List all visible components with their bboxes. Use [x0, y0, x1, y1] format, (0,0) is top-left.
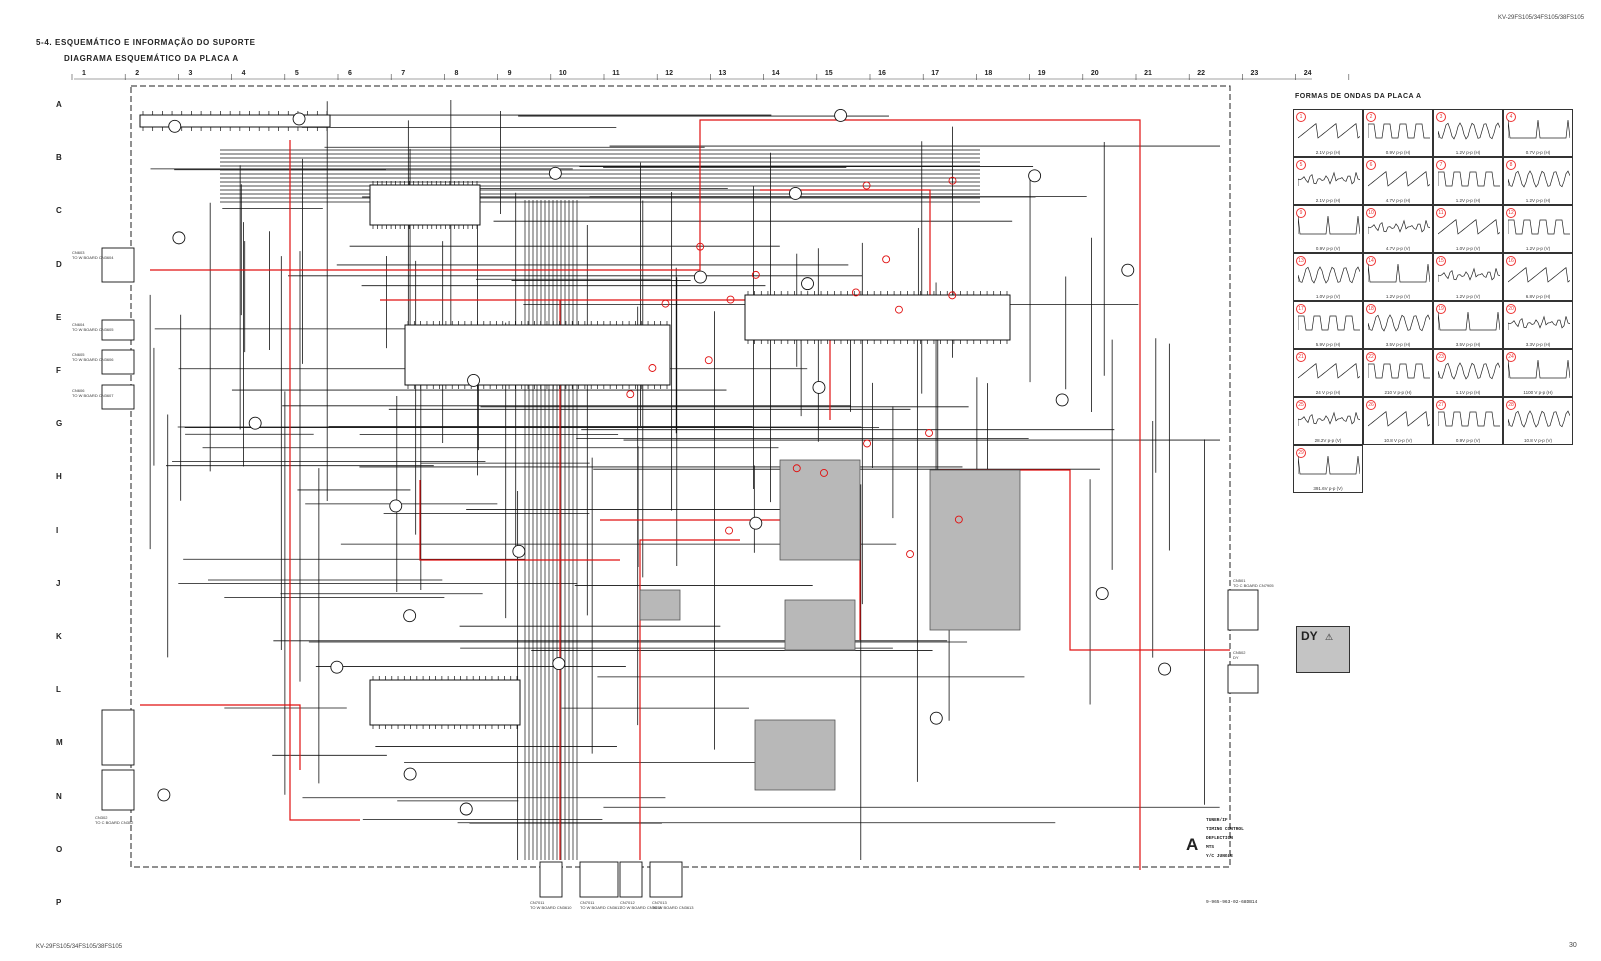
shaded-block — [755, 720, 835, 790]
ic-chip — [745, 295, 1010, 340]
waveform-cell — [1433, 157, 1503, 205]
waveform-trace — [1508, 212, 1570, 242]
waveform-cell — [1503, 301, 1573, 349]
connector-label — [95, 815, 133, 825]
waveform-label: 1.0V p-p (V) — [1315, 294, 1341, 299]
waveform-number: 26 — [1366, 400, 1376, 410]
waveform-label: 10.8 V p-p (V) — [1523, 438, 1552, 443]
connector-block — [540, 862, 562, 897]
waveform-label: 5.9V p-p (H) — [1315, 342, 1341, 347]
waveform-trace — [1438, 308, 1500, 338]
waveform-label: 391.6V p-p (V) — [1313, 486, 1343, 491]
grid-row-label: L — [56, 685, 61, 695]
transistor — [549, 167, 561, 179]
waveform-label: 1.1V p-p (H) — [1455, 390, 1481, 395]
connector-label — [652, 900, 694, 910]
shaded-block — [785, 600, 855, 650]
transistor — [249, 417, 261, 429]
waveform-label: 4.7V p-p (H) — [1385, 198, 1411, 203]
grid-row-label: F — [56, 366, 61, 375]
grid-column-label: 9 — [507, 70, 512, 77]
grid-row-label: J — [56, 578, 61, 588]
waveform-label: 1.2V p-p (V) — [1455, 294, 1481, 299]
waveform-number: 24 — [1506, 352, 1516, 362]
waveform-trace — [1508, 404, 1570, 434]
grid-column-label: 18 — [984, 70, 993, 77]
board-code: 9-965-963-02-68DB14 — [1206, 900, 1258, 905]
test-point — [864, 440, 871, 447]
waveform-trace — [1368, 116, 1430, 146]
warning-triangle-icon: ⚠ — [1325, 632, 1334, 642]
test-point — [926, 429, 933, 436]
grid-column-label: 17 — [931, 70, 940, 77]
waveform-number: 6 — [1366, 160, 1376, 170]
waveform-label: 3.5V p-p (H) — [1385, 342, 1411, 347]
connector-id: CN7011 — [530, 900, 545, 905]
waveform-number: 25 — [1296, 400, 1306, 410]
grid-column-label: 19 — [1037, 70, 1046, 77]
waveform-number: 13 — [1296, 256, 1306, 266]
waveform-label: 0.9V p-p (V) — [1455, 438, 1481, 443]
grid-row-label: I — [56, 525, 59, 535]
waveform-label: 1.0V p-p (V) — [1455, 246, 1481, 251]
connector-block — [650, 862, 682, 897]
grid-column-label: 3 — [188, 70, 193, 77]
grid-column-label: 20 — [1090, 70, 1099, 77]
waveform-number: 22 — [1366, 352, 1376, 362]
connector-desc: TO W BOARD CN3605 — [72, 327, 114, 332]
grid-column-label: 14 — [771, 70, 780, 77]
waveform-cell — [1363, 157, 1433, 205]
ic-chip — [370, 680, 520, 725]
waveform-trace — [1508, 260, 1570, 290]
grid-column-label: 6 — [348, 70, 352, 77]
grid-row-label: M — [56, 738, 63, 748]
waveform-number: 9 — [1296, 208, 1306, 218]
diagram-subtitle: DIAGRAMA ESQUEMÁTICO DA PLACA A — [64, 54, 239, 63]
transistor — [293, 113, 305, 125]
page-number: 30 — [1569, 942, 1577, 949]
transistor — [750, 517, 762, 529]
connector-desc: TO W BOARD CN3607 — [72, 393, 114, 398]
waveform-trace — [1368, 164, 1430, 194]
waveform-label: 28.2V p-p (V) — [1314, 438, 1342, 443]
transistor — [1029, 170, 1041, 182]
transistor — [404, 768, 416, 780]
connector-desc: TO W BOARD CN3606 — [72, 357, 114, 362]
transistor — [169, 120, 181, 132]
shaded-block — [640, 590, 680, 620]
waveform-cell — [1503, 205, 1573, 253]
waveform-label: 10.8 V p-p (V) — [1383, 438, 1412, 443]
connector-id: CN7013 — [652, 900, 667, 905]
waveform-trace — [1438, 164, 1500, 194]
waveform-trace — [1438, 404, 1500, 434]
connector-desc: TO C BOARD CN7905 — [1233, 583, 1274, 588]
grid-column-label: 12 — [665, 70, 674, 77]
waveform-label: 210 V p-p (H) — [1384, 390, 1412, 395]
connector-id: CN501 — [1233, 578, 1246, 583]
waveform-trace — [1298, 116, 1360, 146]
test-point — [907, 551, 914, 558]
waveform-label: 2.1V p-p (H) — [1315, 198, 1341, 203]
grid-column-label: 7 — [401, 70, 406, 77]
transistor — [1159, 663, 1171, 675]
grid-column-label: 16 — [878, 70, 886, 77]
section-title: 5-4. ESQUEMÁTICO E INFORMAÇÃO DO SUPORTE — [36, 38, 256, 47]
waveform-cell — [1433, 205, 1503, 253]
test-point — [863, 182, 870, 189]
waveform-trace — [1298, 260, 1360, 290]
waveform-label: 1.2V p-p (H) — [1455, 150, 1481, 155]
power-trace — [640, 540, 740, 860]
transistor — [930, 712, 942, 724]
waveform-label: 1100 V p-p (H) — [1523, 390, 1553, 395]
transistor — [835, 109, 847, 121]
connector-block — [620, 862, 642, 897]
waveform-label: 0.9V p-p (H) — [1385, 150, 1411, 155]
waveform-cell — [1503, 253, 1573, 301]
transistor — [813, 381, 825, 393]
grid-column-label: 4 — [241, 70, 246, 77]
waveform-cell — [1363, 349, 1433, 397]
legend-item: TIMING CONTROL — [1206, 827, 1244, 832]
waveform-trace — [1508, 308, 1570, 338]
grid-row-label: D — [56, 259, 62, 269]
connector-id: CN604 — [72, 322, 85, 327]
waveform-number: 20 — [1506, 304, 1516, 314]
connector-id: CN502 — [1233, 650, 1246, 655]
waveform-trace — [1298, 356, 1360, 386]
waveform-number: 11 — [1436, 208, 1446, 218]
model-number-header: KV-29FS105/34FS105/38FS105 — [1498, 15, 1585, 21]
waveform-label: 1.2V p-p (V) — [1385, 294, 1411, 299]
test-point — [726, 527, 733, 534]
waveform-number: 5 — [1296, 160, 1306, 170]
waveform-cell — [1433, 397, 1503, 445]
waveform-cell — [1503, 109, 1573, 157]
waveform-label: 1.2V p-p (H) — [1455, 198, 1481, 203]
test-point — [883, 256, 890, 263]
grid-column-label: 23 — [1250, 70, 1259, 77]
waveform-cell — [1293, 109, 1363, 157]
power-trace — [140, 705, 300, 770]
waveform-number: 15 — [1436, 256, 1446, 266]
connector-desc: TO C BOARD CN302 — [95, 820, 134, 825]
connector-id: CN7012 — [620, 900, 635, 905]
waveform-number: 3 — [1436, 112, 1446, 122]
connector-id: CN605 — [72, 352, 85, 357]
grid-row-label: H — [56, 472, 62, 482]
grid-column-label: 22 — [1197, 70, 1206, 77]
connector-id: CN302 — [95, 815, 108, 820]
connector-desc: TO W BOARD CN3612 — [620, 905, 662, 910]
waveform-trace — [1438, 356, 1500, 386]
waveform-label: 2.1V p-p (H) — [1315, 150, 1341, 155]
waveform-trace — [1438, 116, 1500, 146]
waveform-number: 10 — [1366, 208, 1376, 218]
transistor — [173, 232, 185, 244]
grid-row-label: P — [56, 898, 62, 907]
waveform-number: 29 — [1296, 448, 1306, 458]
transistor — [460, 803, 472, 815]
waveform-cell — [1293, 157, 1363, 205]
waveform-label: 1.2V p-p (V) — [1525, 246, 1551, 251]
connector-desc: TO W BOARD CN3613 — [652, 905, 694, 910]
connector-block — [102, 710, 134, 765]
waveform-trace — [1508, 116, 1570, 146]
connector-label — [1233, 578, 1274, 588]
waveform-number: 1 — [1296, 112, 1306, 122]
waveform-cell — [1503, 349, 1573, 397]
waveform-number: 8 — [1506, 160, 1516, 170]
grid-column-label: 11 — [612, 70, 620, 77]
ic-chip — [405, 325, 670, 385]
deflection-yoke-block — [1296, 626, 1350, 673]
transistor — [1122, 264, 1134, 276]
board-outline — [131, 86, 1230, 867]
legend-item: Y/C JUNGLE — [1206, 854, 1234, 859]
legend-item: DEFLECTION — [1206, 836, 1234, 841]
waveform-label: 1.2V p-p (H) — [1525, 198, 1551, 203]
waveform-cell — [1363, 397, 1433, 445]
waveform-cell — [1293, 397, 1363, 445]
waveform-label: 3.3V p-p (H) — [1525, 342, 1551, 347]
test-point — [662, 300, 669, 307]
waveform-trace — [1438, 260, 1500, 290]
waveform-trace — [1508, 164, 1570, 194]
waveform-label: 4.7V p-p (V) — [1385, 246, 1411, 251]
grid-row-label: G — [56, 419, 63, 429]
waveform-trace — [1298, 164, 1360, 194]
connector-label — [72, 352, 114, 362]
waveform-cell — [1433, 109, 1503, 157]
waveform-number: 7 — [1436, 160, 1446, 170]
waveform-trace — [1298, 308, 1360, 338]
grid-column-label: 15 — [824, 70, 833, 77]
connector-label — [72, 388, 114, 398]
waveform-cell — [1293, 301, 1363, 349]
grid-column-label: 24 — [1303, 70, 1312, 77]
waveform-cell — [1433, 349, 1503, 397]
waveform-cell — [1503, 397, 1573, 445]
model-number-footer: KV-29FS105/34FS105/38FS105 — [36, 944, 123, 950]
waveform-number: 23 — [1436, 352, 1446, 362]
grid-column-label: 13 — [718, 70, 727, 77]
board-letter: A — [1186, 835, 1199, 854]
transistor — [468, 374, 480, 386]
waveform-number: 21 — [1296, 352, 1306, 362]
grid-row-label: O — [56, 844, 63, 854]
connector-label — [1233, 650, 1245, 660]
waveform-number: 28 — [1506, 400, 1516, 410]
waveform-cell — [1363, 205, 1433, 253]
waveform-cell — [1293, 445, 1363, 493]
grid-column-label: 8 — [454, 70, 459, 77]
waveform-number: 18 — [1366, 304, 1376, 314]
waveform-label: 6.8V p-p (H) — [1525, 294, 1551, 299]
grid-row-label: N — [56, 791, 62, 801]
shaded-block — [780, 460, 860, 560]
transistor — [1096, 588, 1108, 600]
waveform-trace — [1368, 308, 1430, 338]
grid-column-label: 21 — [1144, 70, 1152, 77]
power-trace — [760, 190, 930, 300]
grid-column-label: 1 — [82, 70, 86, 77]
dy-label: DY — [1301, 629, 1318, 643]
legend-item: MTS — [1206, 845, 1215, 850]
grid-row-label: B — [56, 153, 62, 163]
transistor — [553, 658, 565, 670]
waveform-cell — [1433, 301, 1503, 349]
connector-label — [72, 250, 114, 260]
waveform-cell — [1433, 253, 1503, 301]
waveform-number: 27 — [1436, 400, 1446, 410]
waveform-number: 14 — [1366, 256, 1376, 266]
connector-label — [530, 900, 572, 910]
connector-desc: TO W BOARD CN3604 — [72, 255, 114, 260]
transistor — [404, 610, 416, 622]
grid-row-label: C — [56, 206, 62, 216]
test-point — [627, 391, 634, 398]
grid-column-label: 5 — [294, 70, 299, 77]
waveform-label: 3.5V p-p (H) — [1455, 342, 1481, 347]
transistor — [390, 500, 402, 512]
waveform-trace — [1438, 212, 1500, 242]
transistor — [694, 271, 706, 283]
waveform-number: 12 — [1506, 208, 1516, 218]
grid-row-label: A — [56, 100, 62, 109]
transistor — [513, 545, 525, 557]
waveform-cell — [1363, 109, 1433, 157]
waveform-cell — [1293, 253, 1363, 301]
waveform-label: 24 V p-p (H) — [1315, 390, 1341, 395]
waveform-cell — [1293, 205, 1363, 253]
waveform-cell — [1293, 349, 1363, 397]
waveform-trace — [1298, 452, 1360, 482]
transistor — [789, 187, 801, 199]
connector-label — [580, 900, 621, 910]
legend-item: TUNER/IF — [1206, 818, 1228, 823]
grid-column-label: 10 — [558, 70, 567, 77]
transistor — [802, 278, 814, 290]
waveform-trace — [1298, 212, 1360, 242]
connector-block — [1228, 665, 1258, 693]
waveform-trace — [1368, 212, 1430, 242]
waveform-trace — [1508, 356, 1570, 386]
transistor — [331, 661, 343, 673]
connector-label — [72, 322, 114, 332]
waveform-trace — [1368, 404, 1430, 434]
grid-row-label: E — [56, 312, 62, 322]
connector-id: CN603 — [72, 250, 85, 255]
connector-block — [1228, 590, 1258, 630]
waveform-number: 19 — [1436, 304, 1446, 314]
transistor — [1056, 394, 1068, 406]
ic-chip — [370, 185, 480, 225]
waveform-number: 16 — [1506, 256, 1516, 266]
connector-desc: TO W BOARD CN3611 — [580, 905, 622, 910]
connector-id: CN606 — [72, 388, 85, 393]
waveforms-title: FORMAS DE ONDAS DA PLACA A — [1295, 93, 1422, 100]
shaded-block — [930, 470, 1020, 630]
waveform-trace — [1298, 404, 1360, 434]
connector-block — [580, 862, 618, 897]
waveform-cell — [1363, 301, 1433, 349]
waveform-number: 2 — [1366, 112, 1376, 122]
grid-column-label: 2 — [135, 70, 140, 77]
waveform-trace — [1368, 260, 1430, 290]
waveform-cell — [1503, 157, 1573, 205]
connector-desc: TO W BOARD CN3610 — [530, 905, 572, 910]
test-point — [705, 357, 712, 364]
waveform-label: 0.7V p-p (H) — [1525, 150, 1551, 155]
connector-block — [102, 770, 134, 810]
connector-desc: DY — [1233, 655, 1239, 660]
waveform-trace — [1368, 356, 1430, 386]
waveform-number: 17 — [1296, 304, 1306, 314]
waveform-number: 4 — [1506, 112, 1516, 122]
connector-id: CN7011 — [580, 900, 595, 905]
transistor — [158, 789, 170, 801]
waveform-cell — [1363, 253, 1433, 301]
waveform-label: 0.9V p-p (V) — [1315, 246, 1341, 251]
grid-row-label: K — [56, 632, 62, 641]
